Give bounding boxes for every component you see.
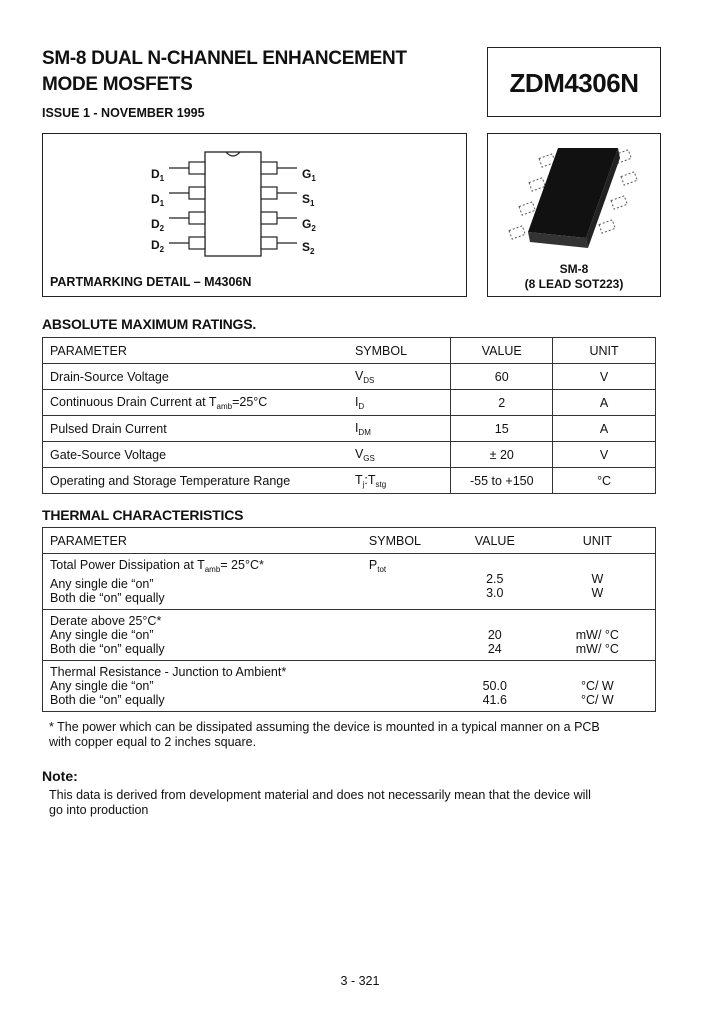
issue-date: ISSUE 1 - NOVEMBER 1995 (42, 106, 205, 120)
partmarking-detail: PARTMARKING DETAIL – M4306N (50, 275, 252, 289)
package-detail: (8 LEAD SOT223) (524, 277, 624, 291)
symbol-cell: $T_j:T_{stg}$ (348, 468, 451, 494)
param-cell: Total Power Dissipation at $T_{amb}= 25^\circ C*$ Any single die “on” Both die “on” equally (43, 554, 362, 610)
symbol-cell: $I_D$ (348, 390, 451, 416)
footnote-line-2: with copper equal to 2 inches square. (49, 735, 257, 749)
footnote (49, 720, 669, 750)
symbol-cell (362, 661, 450, 712)
title-block (42, 46, 407, 98)
param-cell: Drain-Source Voltage (43, 364, 348, 390)
pin-pad (189, 162, 205, 174)
pin-label-d1a: $D_1$ (151, 167, 165, 183)
table-row (43, 416, 656, 442)
unit-cell: A (553, 416, 656, 442)
pin-label-d2a: $D_2$ (151, 217, 165, 233)
unit-cell: V (553, 364, 656, 390)
pin-pad (261, 237, 277, 249)
param-cell: Pulsed Drain Current (43, 416, 348, 442)
value-cell: 2 (451, 390, 553, 416)
value-cell: 20 24 (450, 610, 540, 661)
right-pin-pads (261, 162, 277, 249)
thermal-heading: THERMAL CHARACTERISTICS (42, 507, 244, 523)
value-cell: -55 to +150 (451, 468, 553, 494)
page-number: 3 - 321 (340, 974, 380, 988)
col-header-unit: UNIT (553, 338, 656, 364)
table-row (43, 610, 656, 661)
symbol-cell (362, 610, 450, 661)
param-cell: Thermal Resistance - Junction to Ambient* Any single die “on” Both die “on” equally (50, 665, 287, 707)
pin-label-d1b: $D_1$ (151, 192, 165, 208)
param-cell: Operating and Storage Temperature Range (43, 468, 348, 494)
title-line-2: MODE MOSFETS (42, 74, 193, 95)
col-header-parameter: PARAMETER (43, 528, 362, 554)
part-number: ZDM4306N (509, 68, 639, 98)
value-cell: 50.0 41.6 (482, 679, 507, 707)
pin-pad (189, 237, 205, 249)
pin-label-d2b: $D_2$ (151, 238, 165, 254)
symbol-cell: $V_{DS}$ (348, 364, 451, 390)
note-heading: Note: (42, 768, 78, 784)
thermal-table (42, 527, 656, 712)
title-line-1: SM-8 DUAL N-CHANNEL ENHANCEMENT (42, 48, 407, 69)
note-line-2: go into production (49, 803, 149, 817)
pinout-box (42, 133, 467, 297)
param-cell: Derate above 25°C* Any single die “on” Both die “on” equally (43, 610, 362, 661)
pin-label-g2: $G_2$ (302, 217, 316, 233)
package-box (487, 133, 661, 297)
unit-cell: mW/ °C mW/ °C (540, 610, 656, 661)
table-header-row (43, 338, 656, 364)
pin-pad (189, 212, 205, 224)
footnote-line-1: * The power which can be dissipated assuming the device is mounted in a typical manner on a PCB (49, 720, 600, 734)
col-header-symbol: SYMBOL (362, 528, 450, 554)
unit-cell: W W (540, 554, 656, 610)
table-row (43, 390, 656, 416)
pin-label-g1: $G_1$ (302, 167, 316, 183)
part-number-box (487, 47, 661, 117)
sm8-package-illustration (488, 134, 660, 262)
table-row (43, 554, 656, 610)
table-row (43, 442, 656, 468)
col-header-parameter: PARAMETER (43, 338, 348, 364)
pin-pad (261, 187, 277, 199)
value-cell: ± 20 (451, 442, 553, 468)
package-name: SM-8 (559, 262, 589, 276)
ic-body (205, 152, 261, 256)
table-row (43, 364, 656, 390)
pinout-diagram (43, 134, 466, 264)
value-cell: 60 (451, 364, 553, 390)
unit-cell: V (553, 442, 656, 468)
table-row (43, 468, 656, 494)
unit-cell: °C (553, 468, 656, 494)
value-cell: 15 (451, 416, 553, 442)
pin-pad (261, 162, 277, 174)
col-header-value: VALUE (451, 338, 553, 364)
table-header-row (43, 528, 656, 554)
pin-label-s1: $S_1$ (302, 192, 315, 208)
abs-max-table (42, 337, 656, 494)
pin-label-s2: $S_2$ (302, 240, 315, 256)
symbol-cell: $V_{GS}$ (348, 442, 451, 468)
value-cell: 2.5 3.0 (450, 554, 540, 610)
pin-pad (261, 212, 277, 224)
col-header-symbol: SYMBOL (348, 338, 451, 364)
symbol-cell: $I_{DM}$ (348, 416, 451, 442)
unit-cell: °C/ W °C/ W (580, 679, 614, 707)
symbol-cell: $P_{tot}$ (362, 554, 450, 610)
param-cell: Continuous Drain Current at $T_{amb}=25^\circ C$ (43, 390, 348, 416)
col-header-value: VALUE (450, 528, 540, 554)
col-header-unit: UNIT (540, 528, 656, 554)
param-cell: Gate-Source Voltage (43, 442, 348, 468)
note-line-1: This data is derived from development material and does not necessarily mean that the device will (49, 788, 591, 802)
left-pin-pads (189, 162, 205, 249)
note-body (49, 788, 669, 818)
table-row (43, 661, 656, 712)
pin-pad (189, 187, 205, 199)
unit-cell: A (553, 390, 656, 416)
abs-max-heading: ABSOLUTE MAXIMUM RATINGS. (42, 316, 257, 332)
